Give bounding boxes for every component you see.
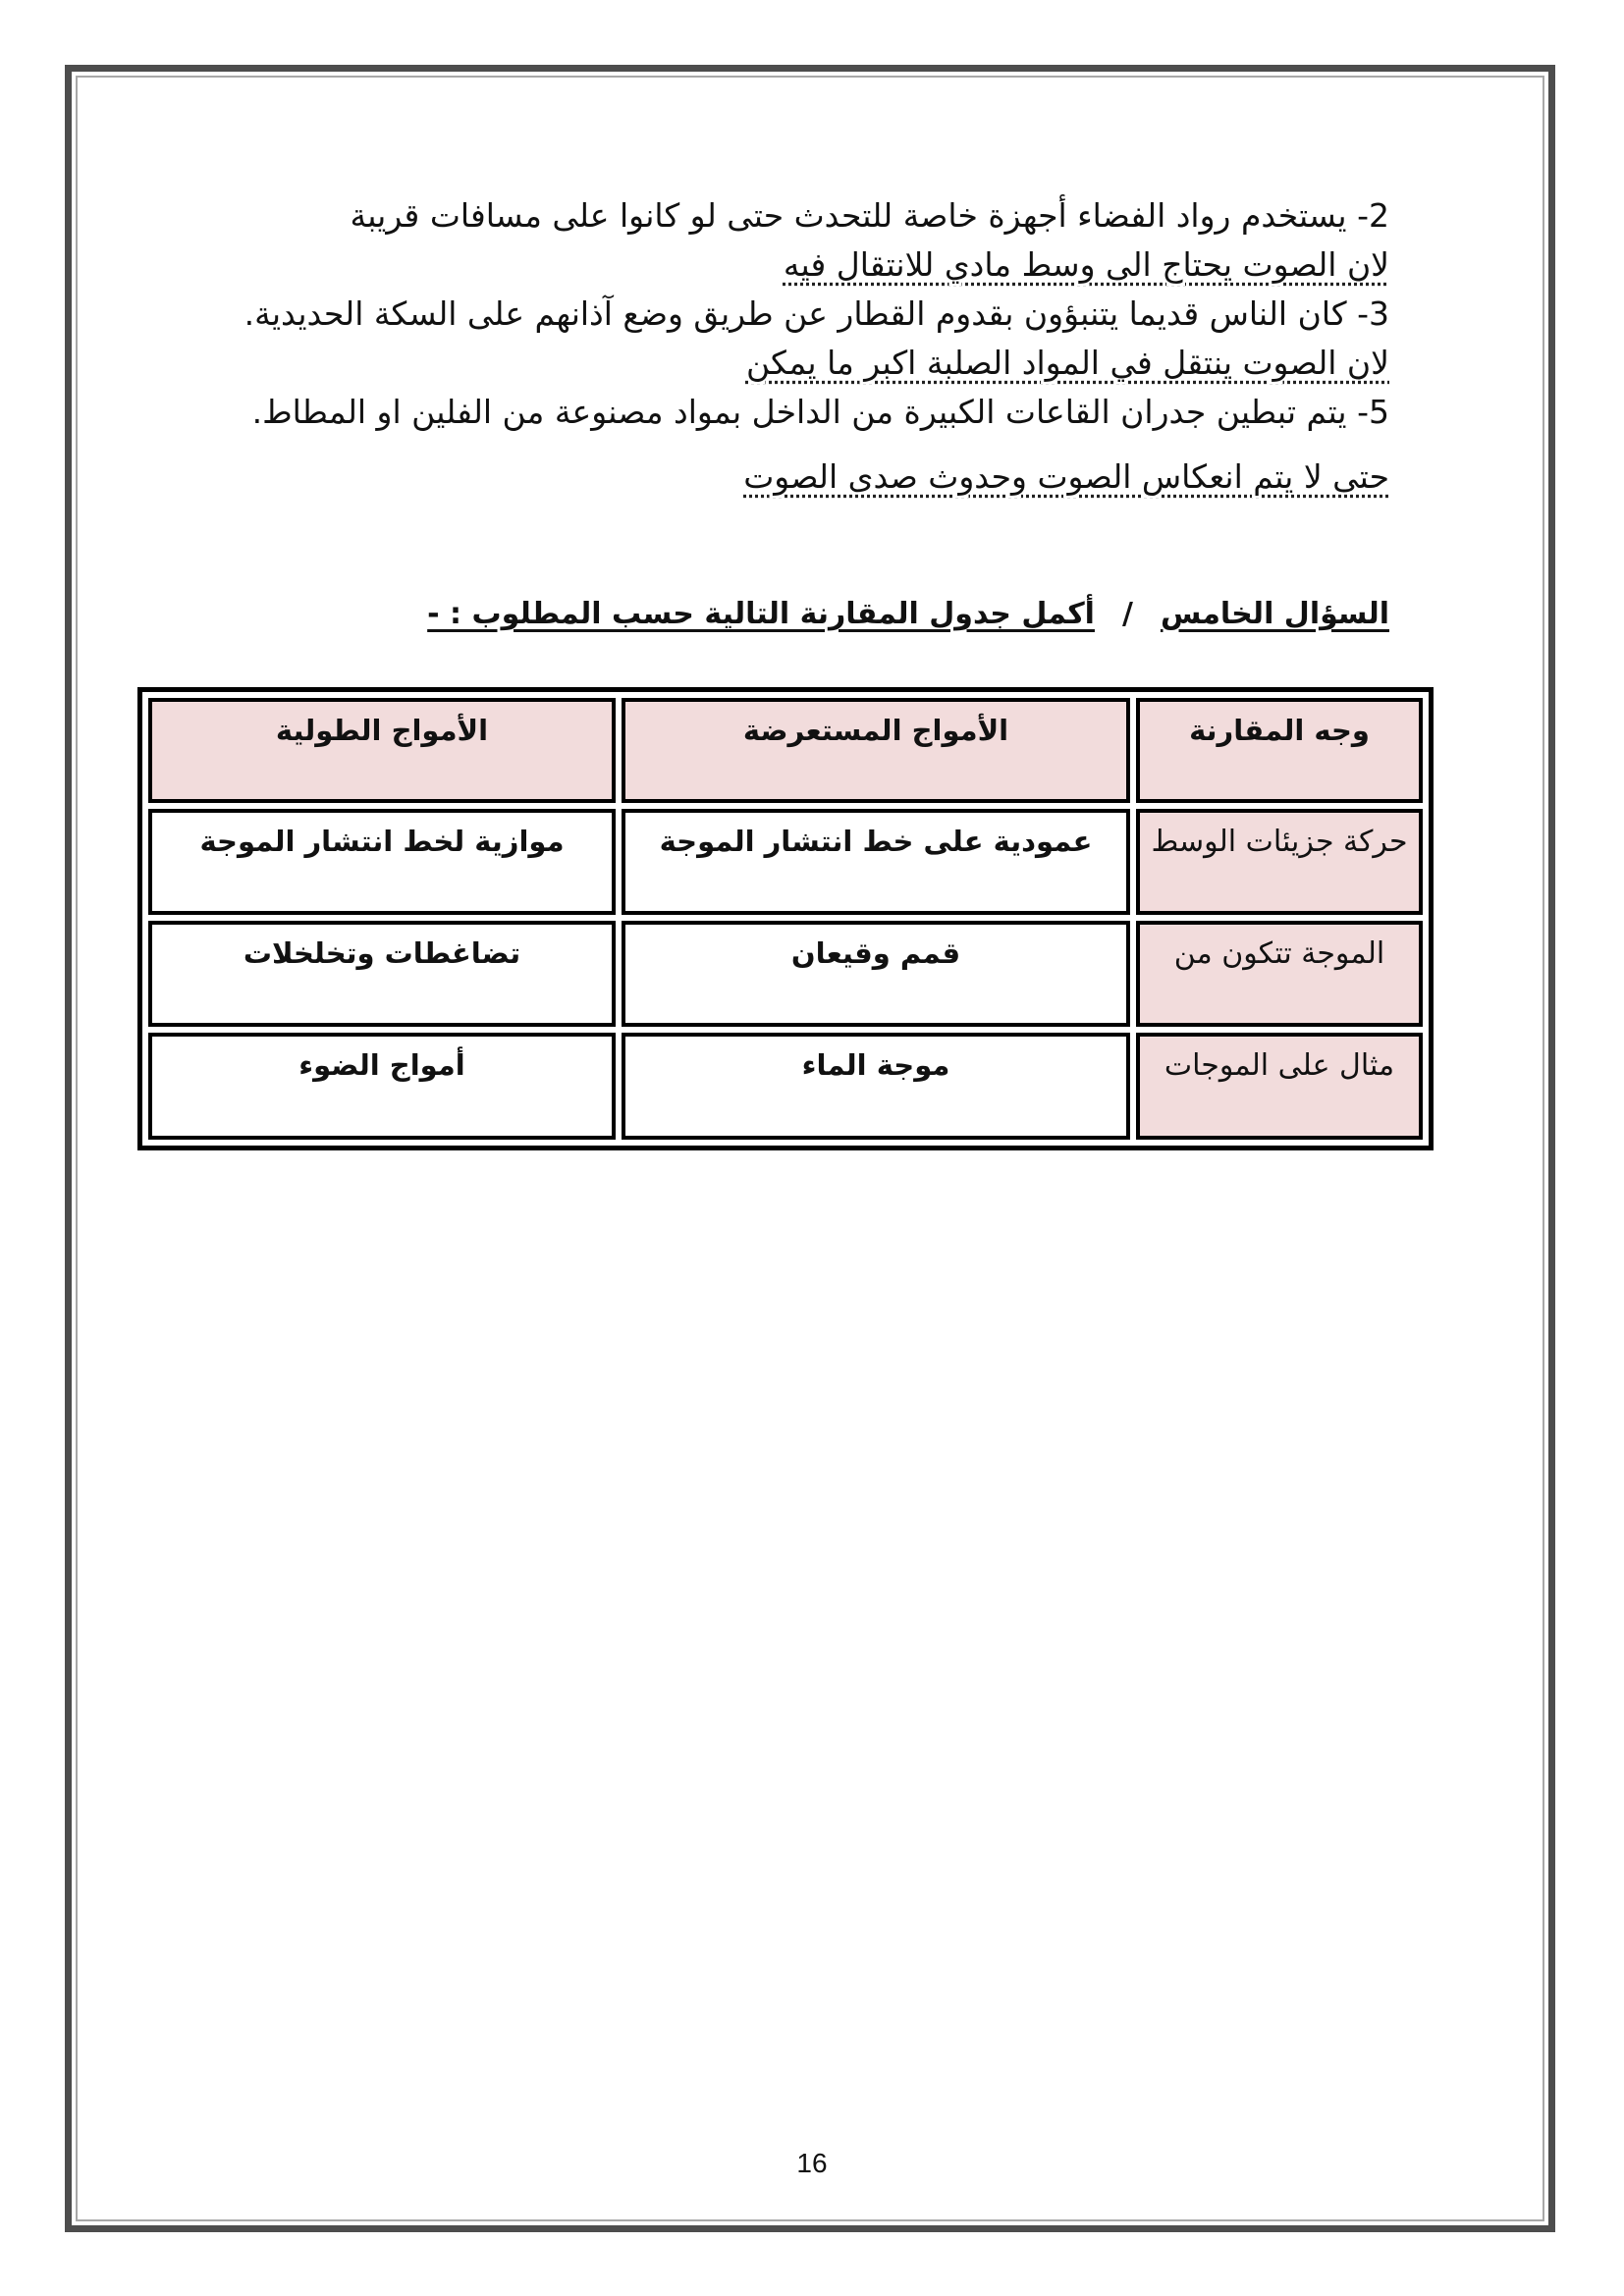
row-label-wave-example: مثال على الموجات — [1136, 1033, 1423, 1140]
header-transverse-waves: الأمواج المستعرضة — [622, 698, 1130, 803]
table-header-row — [148, 698, 1423, 803]
table-row — [148, 921, 1423, 1027]
table-row — [148, 809, 1423, 915]
cell-transverse-example: موجة الماء — [622, 1033, 1130, 1140]
cell-longitudinal-composition: تضاغطات وتخلخلات — [148, 921, 616, 1027]
question-2-text: 2- يستخدم رواد الفضاء أجهزة خاصة للتحدث حتى لو كانوا على مسافات قريبة — [350, 196, 1389, 235]
question-3-text: 3- كان الناس قديما يتنبؤون بقدوم القطار عن طريق وضع آذانهم على السكة الحديدية. — [244, 294, 1389, 333]
cell-longitudinal-particle-motion: موازية لخط انتشار الموجة — [148, 809, 616, 915]
answer-5-text: حتى لا يتم انعكاس الصوت وحدوث صدى الصوت — [743, 457, 1389, 496]
question-5-text: 5- يتم تبطين جدران القاعات الكبيرة من الداخل بمواد مصنوعة من الفلين او المطاط. — [251, 393, 1389, 431]
row-label-particle-motion: حركة جزيئات الوسط — [1136, 809, 1423, 915]
answers-section — [244, 191, 1389, 502]
header-comparison-aspect: وجه المقارنة — [1136, 698, 1423, 803]
row-label-wave-composition: الموجة تتكون من — [1136, 921, 1423, 1027]
cell-transverse-particle-motion: عمودية على خط انتشار الموجة — [622, 809, 1130, 915]
question-five-label: السؤال الخامس — [1160, 597, 1389, 631]
answer-2-text: لان الصوت يحتاج الى وسط مادي للانتقال فيه — [783, 245, 1389, 284]
header-longitudinal-waves: الأمواج الطولية — [148, 698, 616, 803]
page-number: 16 — [796, 2148, 828, 2178]
cell-transverse-composition: قمم وقيعان — [622, 921, 1130, 1027]
question-five-heading — [427, 597, 1389, 631]
answer-3-text: لان الصوت ينتقل في المواد الصلبة اكبر ما يمكن — [745, 344, 1389, 382]
heading-separator: / — [1121, 597, 1133, 631]
question-five-instruction: أكمل جدول المقارنة التالية حسب المطلوب : - — [427, 597, 1095, 631]
comparison-table — [137, 687, 1434, 1150]
cell-longitudinal-example: أمواج الضوء — [148, 1033, 616, 1140]
table-row — [148, 1033, 1423, 1140]
